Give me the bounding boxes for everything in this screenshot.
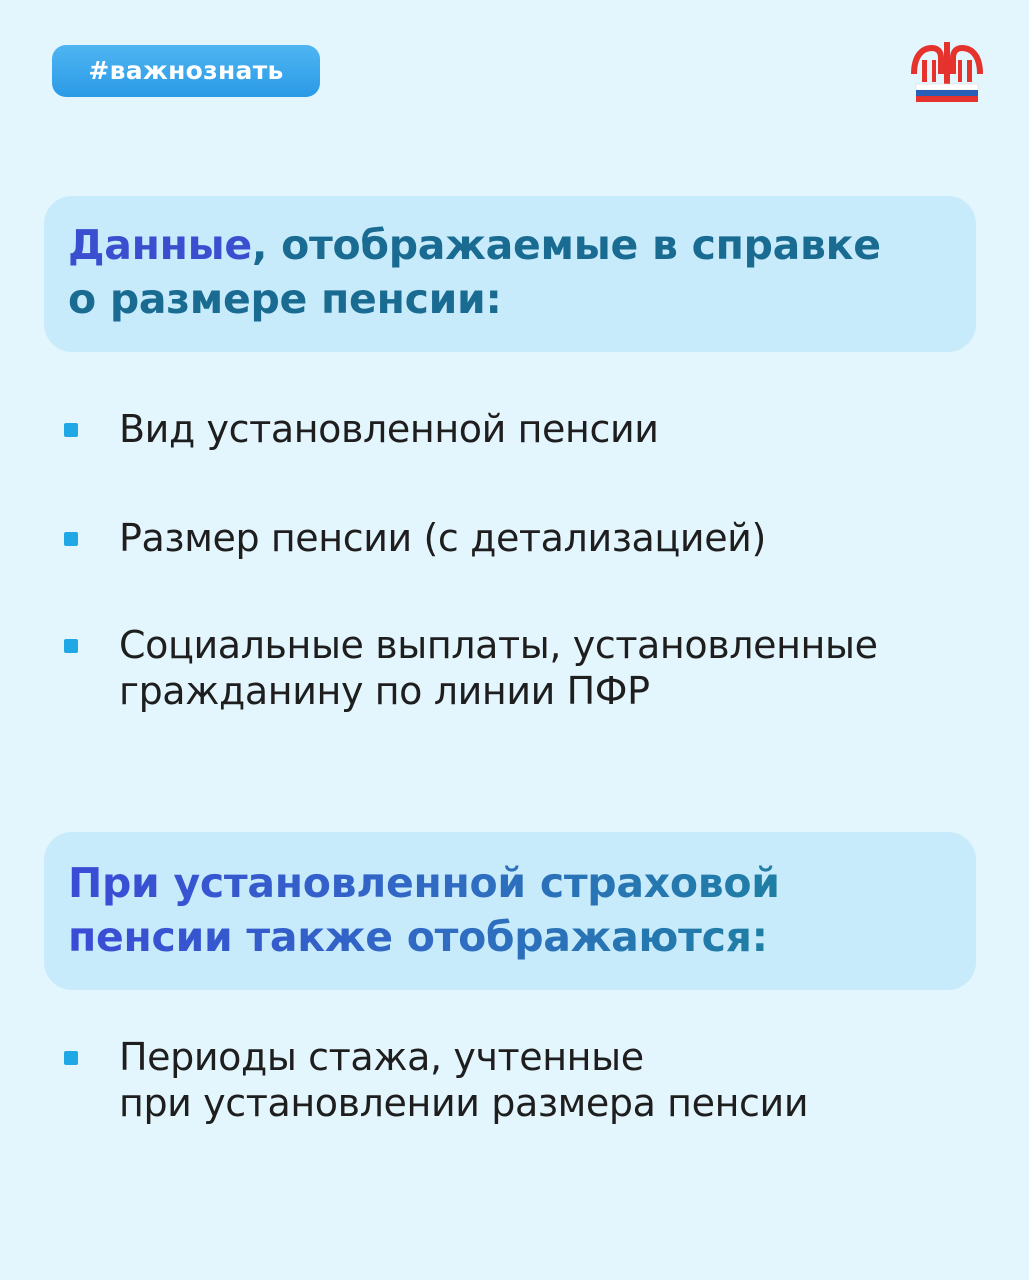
- section2-header-panel: [44, 832, 976, 990]
- list-item-text: [119, 515, 989, 561]
- section1-title: [68, 218, 952, 326]
- section2-title: [68, 856, 952, 964]
- section1-title-line2: о размере пенсии:: [68, 275, 502, 323]
- list-item-text: [119, 622, 989, 714]
- section2-title-line2: пенсии также отображаются:: [68, 913, 768, 961]
- hashtag-badge: #важнознать: [52, 45, 320, 97]
- list-item-text: [119, 1034, 989, 1126]
- bullet-icon: [64, 423, 78, 437]
- list-item-line: Социальные выплаты, установленные: [119, 623, 878, 667]
- section1-title-rest: , отображаемые в справке: [251, 221, 881, 269]
- list-item-line: Размер пенсии (с детализацией): [119, 516, 766, 560]
- list-item-line: гражданину по линии ПФР: [119, 669, 650, 713]
- bullet-icon: [64, 639, 78, 653]
- list-item-text: [119, 406, 989, 452]
- bullet-icon: [64, 1051, 78, 1065]
- section2-title-line1: При установленной страховой: [68, 859, 780, 907]
- bullet-icon: [64, 532, 78, 546]
- list-item-line: Периоды стажа, учтенные: [119, 1035, 644, 1079]
- list-item-line: при установлении размера пенсии: [119, 1081, 809, 1125]
- pfr-logo-icon: [908, 40, 986, 110]
- section1-header-panel: [44, 196, 976, 352]
- list-item-line: Вид установленной пенсии: [119, 407, 659, 451]
- section1-title-accent: Данные: [68, 221, 252, 269]
